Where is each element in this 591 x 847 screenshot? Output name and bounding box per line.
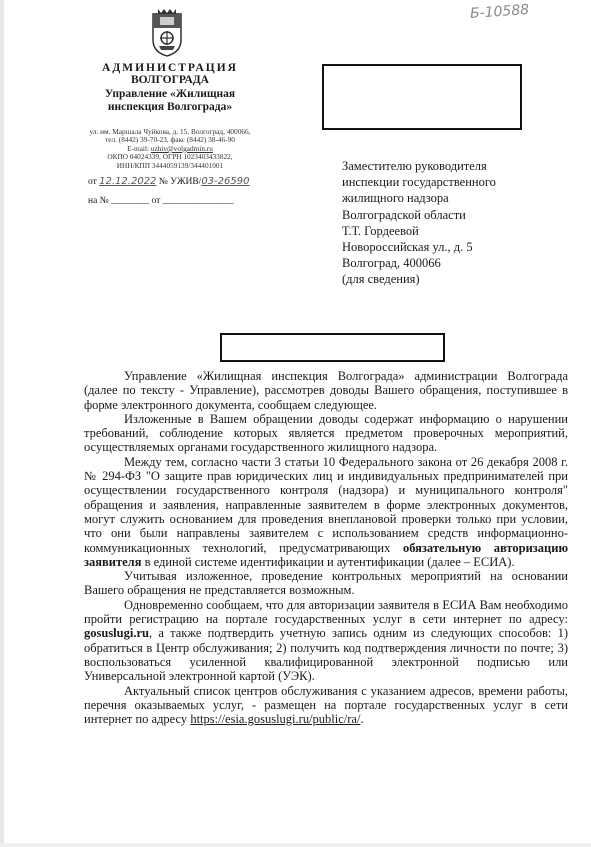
addressee-line: жилищного надзора	[342, 191, 449, 206]
addressee-line: инспекции государственного	[342, 175, 496, 190]
coat-of-arms-icon	[150, 8, 184, 58]
scan-edge-left	[0, 0, 4, 847]
handwritten-number: 03-26590	[201, 176, 250, 187]
org-inn: ИНН/КПП 3444059139/344401001	[116, 160, 224, 170]
org-contacts	[82, 128, 258, 170]
paragraph: Между тем, согласно части 3 статьи 10 Федерального закона от 26 декабря 2008 г. № 294-ФЗ "О защите прав юридических лиц и индивидуальных предпринимателей при осуществлении государственного контроля (надзора) и муниципального контроля" обращения и заявления, направленные заявителем в форме электронных документов, могут служить основанием для проведения внеплановой проверки только при условии, что они были направлены заявителем с использованием средств информационно-коммуникационных технологий, предусматривающих обязательную авторизацию заявителя в единой системе идентификации и аутентификации (далее – ЕСИА).	[84, 454, 569, 569]
addressee-line: Новороссийская ул., д. 5	[342, 240, 473, 255]
redacted-recipient-box	[322, 64, 522, 130]
org-title: АДМИНИСТРАЦИЯ	[102, 62, 238, 74]
paragraph: Одновременно сообщаем, что для авторизации заявителя в ЕСИА Вам необходимо пройти регистрацию на портале государственных услуг в сети интернет по адресу: gosuslugi.ru, а также подтвердить учетную запись одним из следующих способов: 1) обратиться в Центр обслуживания; 2) получить код подтверждения личности по почте; 3) воспользоваться усиленной квалифицированной электронной подписью или Универсальной электронной картой (УЭК).	[84, 597, 568, 684]
outgoing-ref: от 12.12.2022 № УЖИВ/03-26590	[88, 176, 250, 187]
org-okpo: ОКПО 04024339, ОГРН 1023403433822,	[107, 152, 233, 162]
org-email: E-mail: uzhiv@volgadmin.ru	[127, 143, 213, 153]
addressee-line: Т.Т. Гордеевой	[342, 223, 419, 238]
org-phone: тел. (8442) 39-70-23, факс (8442) 38-46-90	[105, 135, 235, 145]
org-address: ул. им. Маршала Чуйкова, д. 15, Волгоград, 400066,	[89, 127, 251, 136]
paragraph: Управление «Жилищная инспекция Волгограда» администрации Волгограда (далее по тексту - Управление), рассмотрев доводы Вашего обращения, поступившее в форме электронного документа, сообщаем следующее.	[84, 369, 568, 412]
addressee-line: (для сведения)	[342, 272, 420, 287]
addressee-line: Заместителю руководителя	[342, 159, 487, 173]
email-link[interactable]: uzhiv@volgadmin.ru	[150, 143, 213, 153]
paragraph: Учитывая изложенное, проведение контрольных мероприятий на основании Вашего обращения не представляется возможным.	[84, 569, 568, 598]
org-department: Управление «Жилищная инспекция Волгограда»	[104, 88, 236, 113]
redacted-salutation-box	[220, 333, 445, 362]
incoming-ref: на № ________ от _______________	[88, 196, 234, 206]
letter-body	[84, 369, 568, 726]
paragraph: Актуальный список центров обслуживания с указанием адресов, времени работы, перечня оказываемых услуг, - размещен на портале государственных услуг в сети интернет по адресу https://esia.gosuslugi.ru/public/ra/.	[84, 683, 568, 727]
esia-link[interactable]: https://esia.gosuslugi.ru/public/ra/	[190, 712, 361, 727]
registration-stamp: Б-10588	[469, 1, 530, 23]
org-city: ВОЛГОГРАДА	[131, 74, 209, 86]
handwritten-date: 12.12.2022	[99, 176, 157, 187]
paragraph: Изложенные в Вашем обращении доводы содержат информацию о нарушении требований, соблюдение которых является предметом проверочных мероприятий, осуществляемых органами государственного жилищного надзора.	[84, 411, 568, 455]
addressee-line: Волгоград, 400066	[342, 256, 441, 271]
scan-edge-bottom	[0, 843, 591, 847]
addressee-line: Волгоградской области	[342, 207, 466, 222]
addressee-block	[342, 158, 562, 288]
